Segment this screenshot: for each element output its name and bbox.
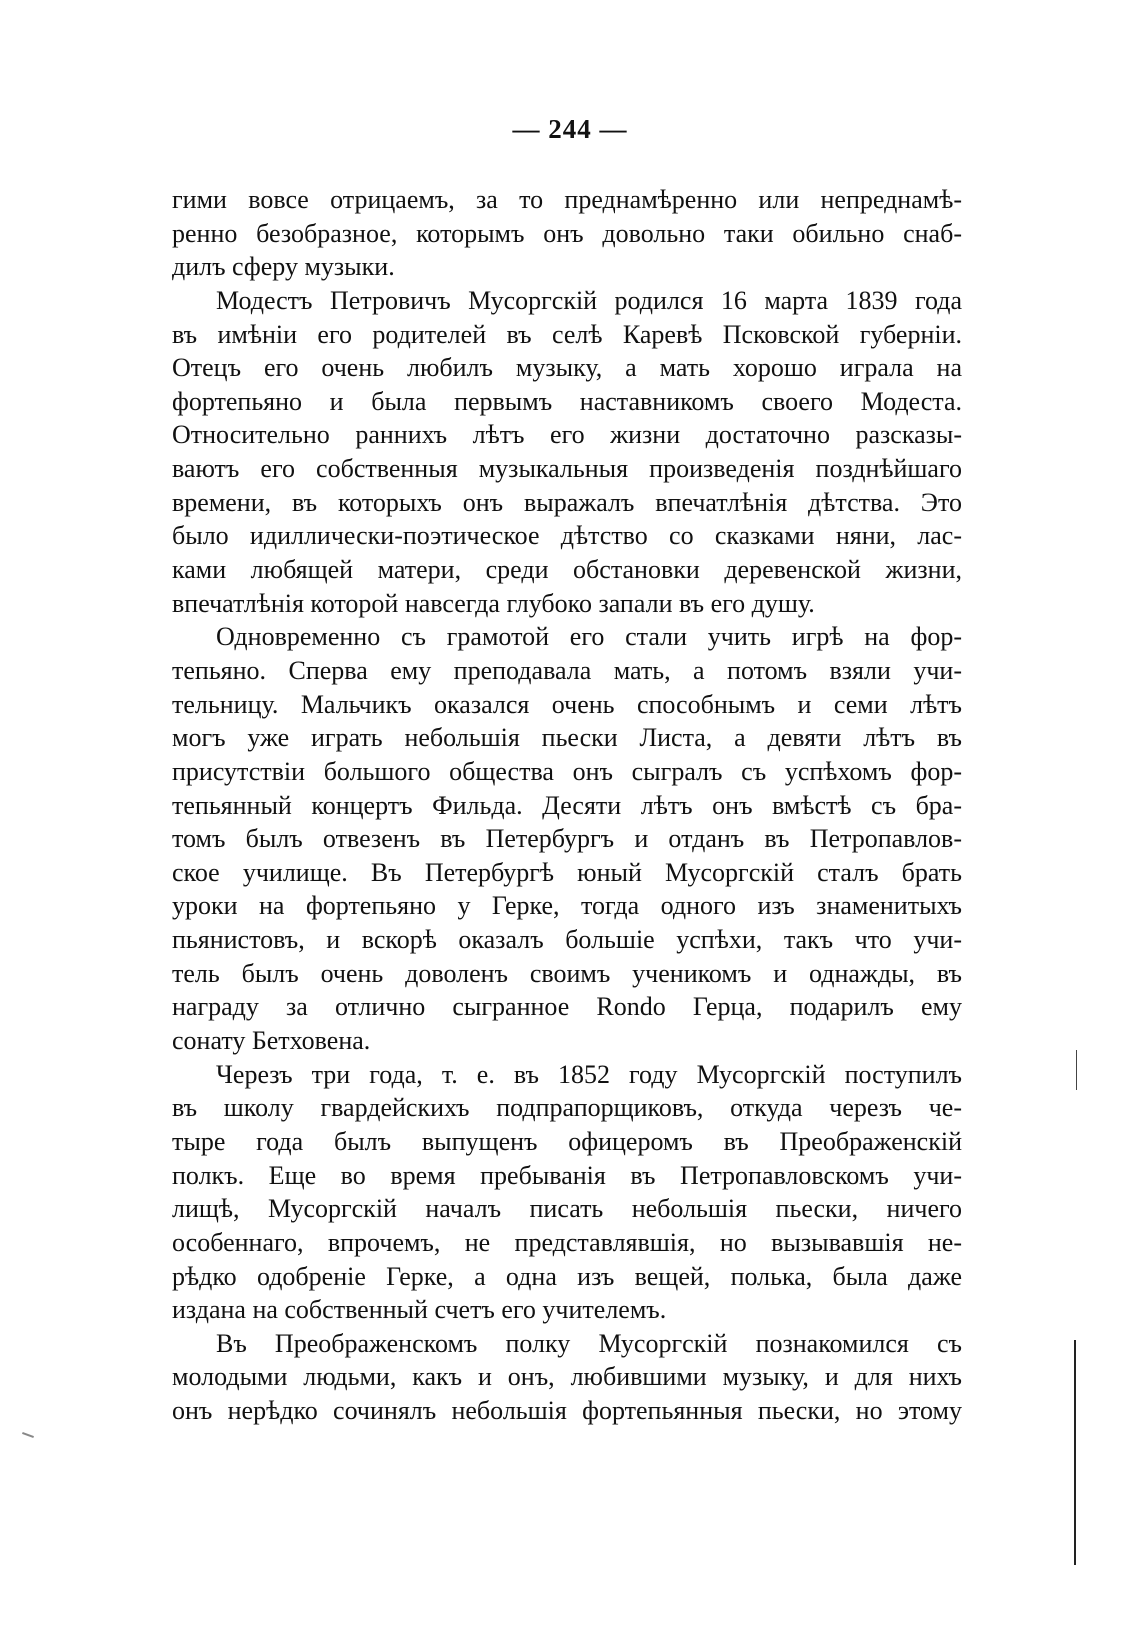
text-line: Въ Преображенскомъ полку Мусоргскій познакомился съ	[216, 1328, 962, 1358]
text-line: Модестъ Петровичъ Мусоргскій родился 16 марта 1839 года	[216, 285, 962, 315]
text-line: дилъ сферу музыки.	[172, 252, 395, 282]
text-line: Отецъ его очень любилъ музыку, а мать хорошо играла на	[172, 353, 962, 383]
text-line: было идиллически-поэтическое дѣтство со сказками няни, лас-	[172, 521, 962, 551]
paragraph	[172, 1327, 962, 1428]
text-line: рѣдко одобреніе Герке, а одна изъ вещей, полька, была даже	[172, 1261, 962, 1291]
text-line: тепьянный концертъ Фильда. Десяти лѣтъ онъ вмѣстѣ съ бра-	[172, 790, 962, 820]
text-line: тепьяно. Сперва ему преподавала мать, а потомъ взяли учи-	[172, 655, 962, 685]
page-body-text	[172, 183, 962, 1428]
text-line: онъ нерѣдко сочинялъ небольшія фортепьянныя пьески, но этому	[172, 1396, 962, 1426]
paragraph	[172, 1058, 962, 1327]
text-line: времени, въ которыхъ онъ выражалъ впечатлѣнія дѣтства. Это	[172, 487, 962, 517]
text-line: тель былъ очень доволенъ своимъ ученикомъ и однажды, въ	[172, 958, 962, 988]
text-line: впечатлѣнія которой навсегда глубоко запали въ его душу.	[172, 588, 815, 618]
text-line: ками любящей матери, среди обстановки деревенской жизни,	[172, 555, 962, 585]
text-line: издана на собственный счетъ его учителемъ.	[172, 1295, 667, 1325]
text-line: въ имѣніи его родителей въ селѣ Каревѣ Псковской губерніи.	[172, 319, 962, 349]
paragraph	[172, 284, 962, 620]
text-line: лищѣ, Мусоргскій началъ писать небольшія пьески, ничего	[172, 1194, 962, 1224]
text-line: гими вовсе отрицаемъ, за то преднамѣренно или непреднамѣ-	[172, 185, 962, 214]
text-line: томъ былъ отвезенъ въ Петербургъ и отданъ въ Петропавлов-	[172, 824, 962, 854]
text-line: уроки на фортепьяно у Герке, тогда одного изъ знаменитыхъ	[172, 891, 962, 921]
text-line: тельницу. Мальчикъ оказался очень способнымъ и семи лѣтъ	[172, 689, 962, 719]
text-line: пьянистовъ, и вскорѣ оказалъ большіе успѣхи, такъ что учи-	[172, 925, 962, 955]
text-line: ренно безобразное, которымъ онъ довольно таки обильно снаб-	[172, 218, 962, 248]
text-line: особеннаго, впрочемъ, не представлявшія, но вызывавшія не-	[172, 1227, 962, 1257]
text-line: Относительно раннихъ лѣтъ его жизни достаточно разсказы-	[172, 420, 962, 450]
text-line: фортепьяно и была первымъ наставникомъ своего Модеста.	[172, 386, 962, 416]
scan-speck	[22, 1432, 34, 1438]
paragraph	[172, 183, 962, 284]
page-number: — 244 —	[512, 114, 628, 144]
paragraph	[172, 620, 962, 1057]
text-line: молодыми людьми, какъ и онъ, любившими музыку, и для нихъ	[172, 1362, 962, 1392]
text-line: награду за отлично сыгранное Rondo Герца, подарилъ ему	[172, 992, 962, 1022]
scan-edge-line	[1074, 1340, 1076, 1565]
text-line: могъ уже играть небольшія пьески Листа, а девяти лѣтъ въ	[172, 723, 962, 753]
text-line: присутствіи большого общества онъ сыгралъ съ успѣхомъ фор-	[172, 756, 962, 786]
text-line: Одновременно съ грамотой его стали учить игрѣ на фор-	[216, 622, 962, 652]
text-line: ваютъ его собственныя музыкальныя произведенія позднѣйшаго	[172, 454, 962, 484]
text-line: сонату Бетховена.	[172, 1026, 371, 1056]
text-line: полкъ. Еще во время пребыванія въ Петропавловскомъ учи-	[172, 1160, 962, 1190]
text-line: Черезъ три года, т. е. въ 1852 году Мусоргскій поступилъ	[216, 1059, 962, 1089]
text-line: въ школу гвардейскихъ подпрапорщиковъ, откуда черезъ че-	[172, 1093, 962, 1123]
text-line: тыре года былъ выпущенъ офицеромъ въ Преображенскій	[172, 1126, 962, 1156]
scan-edge-mark	[1076, 1050, 1077, 1090]
text-line: ское училище. Въ Петербургѣ юный Мусоргскій сталъ брать	[172, 857, 962, 887]
